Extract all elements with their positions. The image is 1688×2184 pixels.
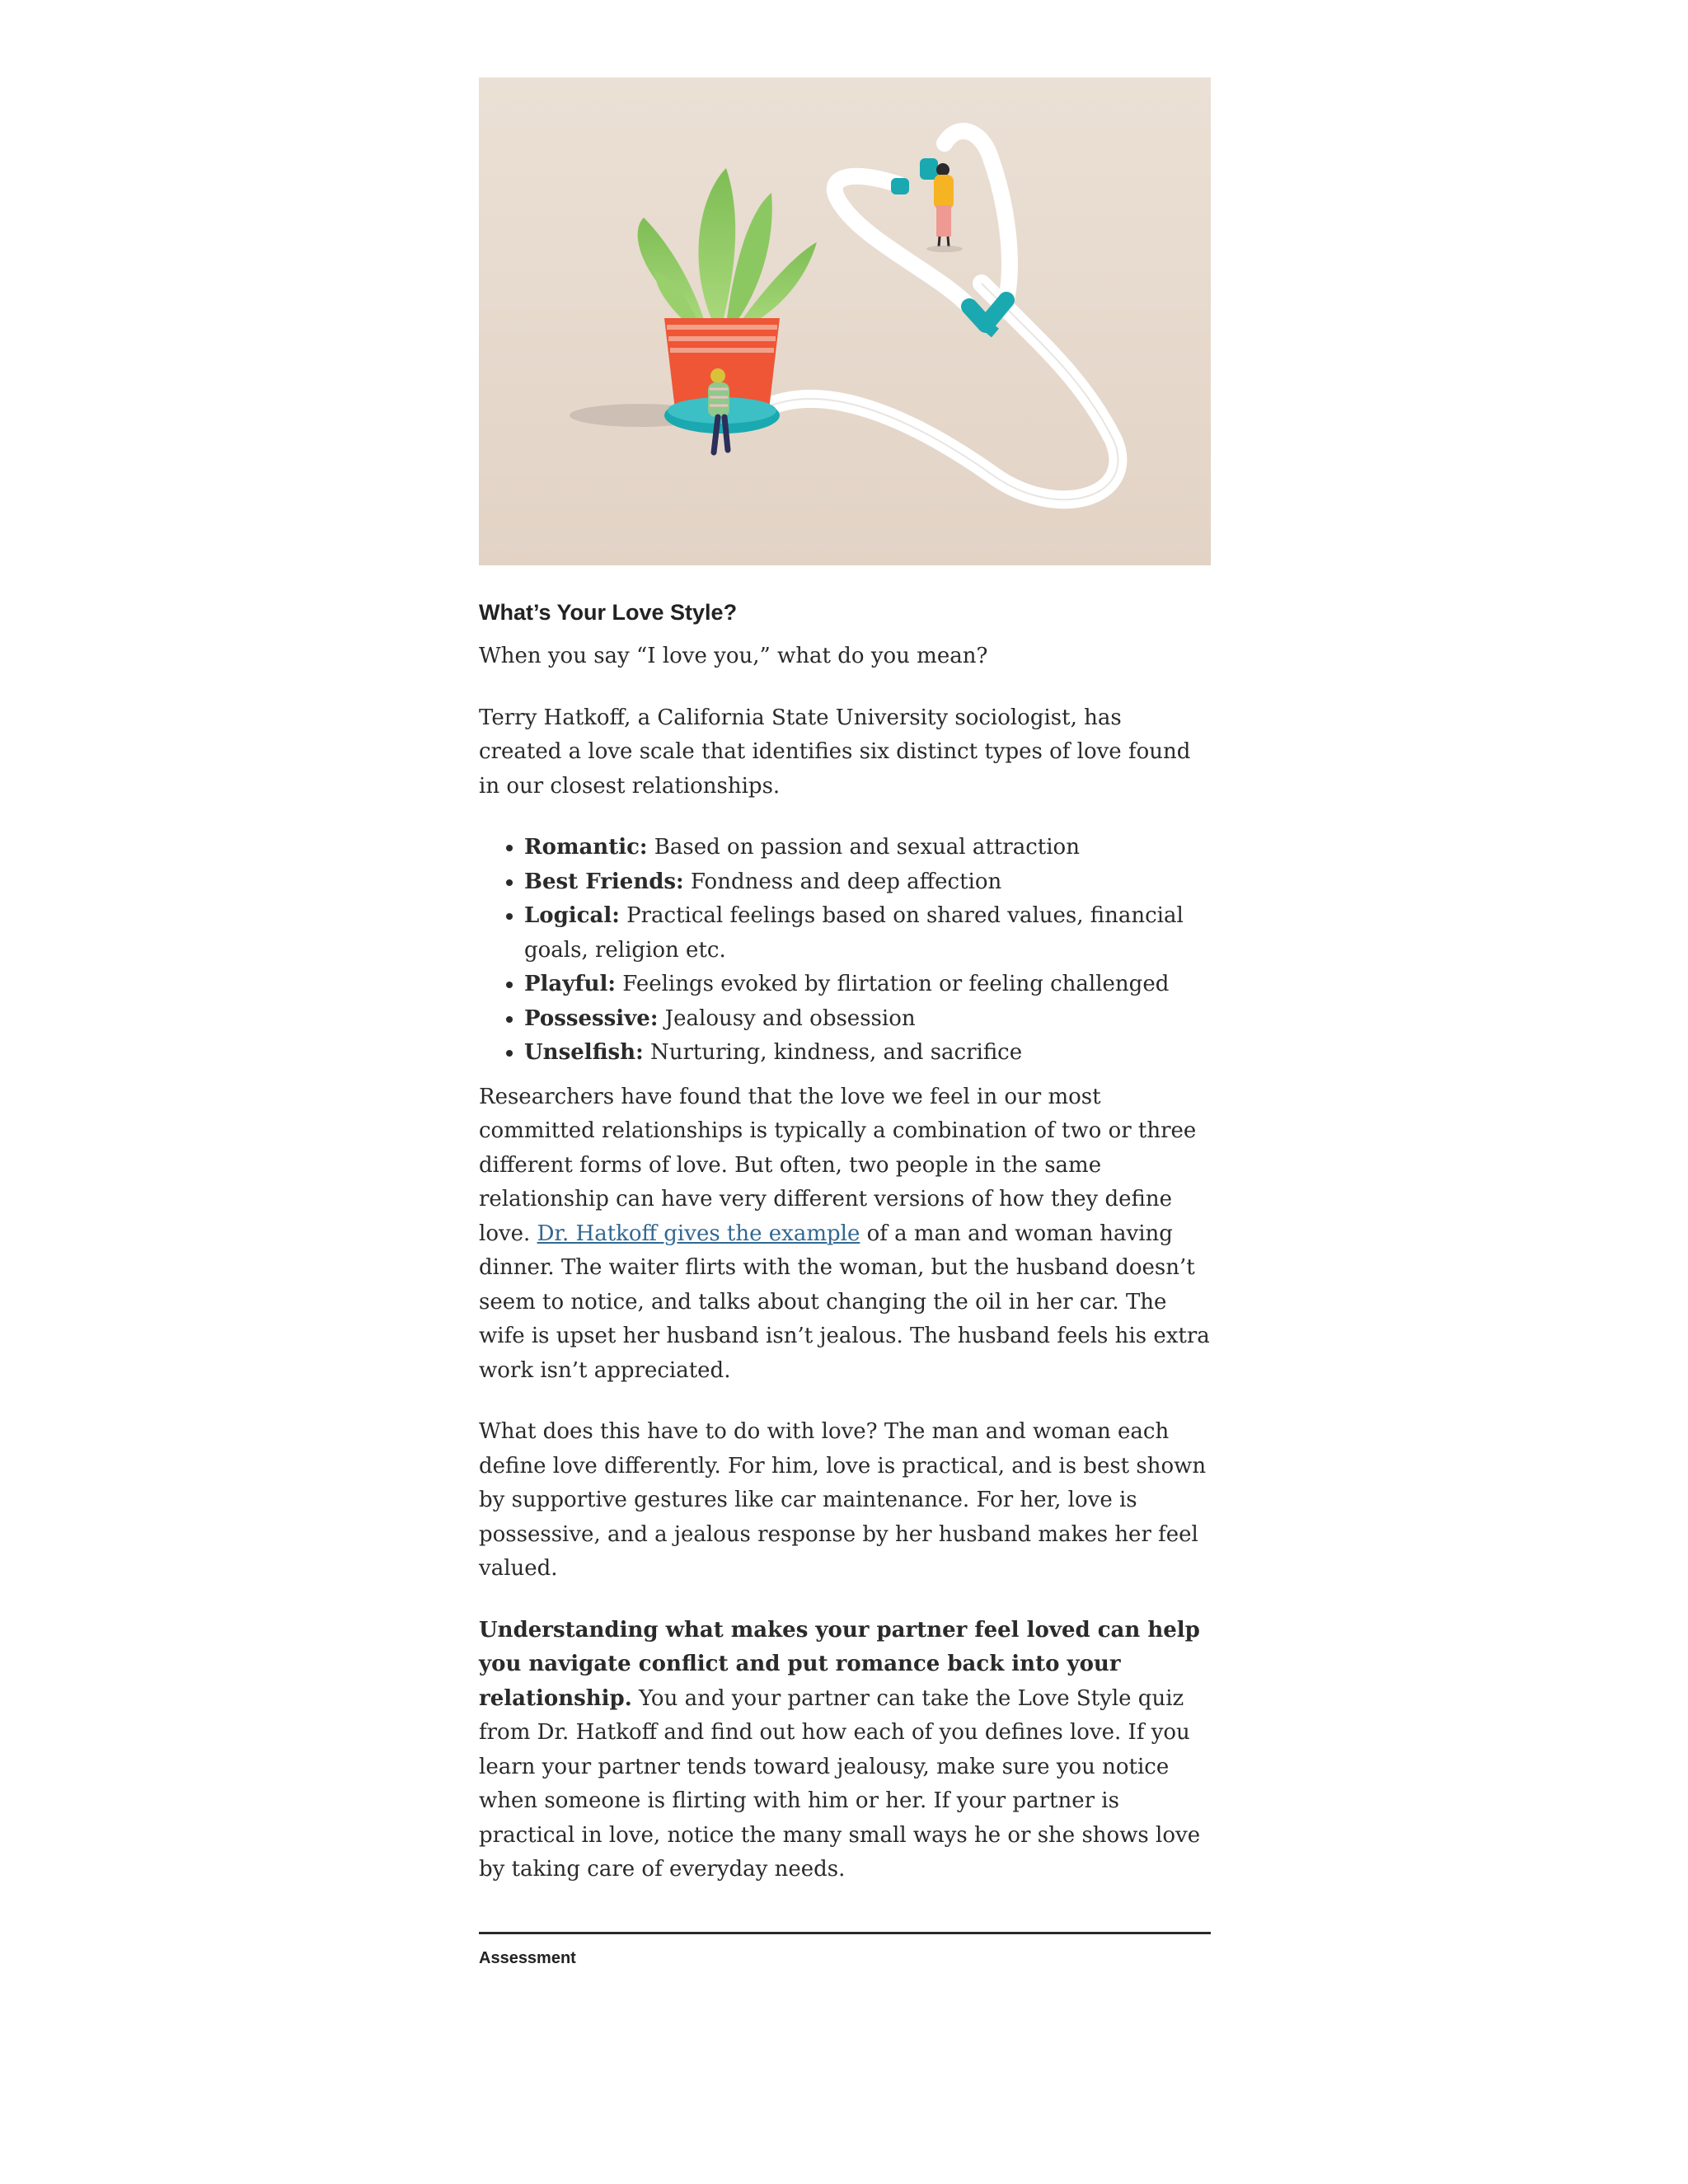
list-item <box>524 831 1211 865</box>
love-type-description: Jealousy and obsession <box>658 1005 916 1031</box>
advice-bold-text: Understanding what makes your partner feel loved can help you navigate conflict and put romance back into your relationship. <box>479 1617 1200 1711</box>
research-text-before-link: Researchers have found that the love we feel in our most committed relationships is typically a combination of two or three different forms of love. But often, two people in the same relationship can have very different versions of how they define love. <box>479 1084 1197 1246</box>
list-item <box>524 899 1211 968</box>
love-type-term: Best Friends: <box>524 869 684 894</box>
love-type-description: Nurturing, kindness, and sacrifice <box>643 1040 1023 1065</box>
love-type-term: Romantic: <box>524 835 648 860</box>
research-paragraph <box>479 1080 1211 1389</box>
love-type-term: Possessive: <box>524 1005 659 1031</box>
love-types-list <box>479 831 1211 1071</box>
lead-paragraph: When you say “I love you,” what do you mean? <box>479 644 988 668</box>
assessment-label: Assessment <box>479 1948 576 1967</box>
hatkoff-example-link[interactable]: Dr. Hatkoff gives the example <box>537 1221 860 1246</box>
section-divider <box>479 1932 1211 1934</box>
hero-illustration <box>479 77 1211 565</box>
love-type-description: Practical feelings based on shared values, financial goals, religion etc. <box>524 903 1184 963</box>
love-type-description: Fondness and deep affection <box>683 869 1002 894</box>
meaning-paragraph: What does this have to do with love? The man and woman each define love differently. For him, love is practical, and is best shown by supportive gestures like car maintenance. For her, love is possessive, and a jealous response by her husband makes her feel valued. <box>479 1419 1207 1581</box>
article-column <box>479 77 1211 1968</box>
intro-paragraph: Terry Hatkoff, a California State University sociologist, has created a love scale that identifies six distinct types of love found in our closest relationships. <box>479 705 1191 799</box>
love-type-term: Logical: <box>524 903 620 928</box>
list-item <box>524 1036 1211 1071</box>
research-text-after-link: of a man and woman having dinner. The waiter flirts with the woman, but the husband doesn’t seem to notice, and talks about changing the oil in her car. The wife is upset her husband isn’t jealous. The husband feels his extra work isn’t appreciated. <box>479 1221 1210 1383</box>
list-item <box>524 968 1211 1002</box>
section-title: What’s Your Love Style? <box>479 600 738 625</box>
love-type-term: Playful: <box>524 972 616 996</box>
advice-text: You and your partner can take the Love Style quiz from Dr. Hatkoff and find out how each of you defines love. If you learn your partner tends toward jealousy, make sure you notice when someone is flirting with him or her. If your partner is practical in love, notice the many small ways he or she shows love by taking care of everyday needs. <box>479 1685 1201 1882</box>
advice-paragraph <box>479 1614 1211 1887</box>
list-item <box>524 1002 1211 1037</box>
love-type-description: Based on passion and sexual attraction <box>647 835 1080 860</box>
love-type-term: Unselfish: <box>524 1040 644 1065</box>
list-item <box>524 865 1211 900</box>
love-type-description: Feelings evoked by flirtation or feeling challenged <box>615 972 1170 996</box>
